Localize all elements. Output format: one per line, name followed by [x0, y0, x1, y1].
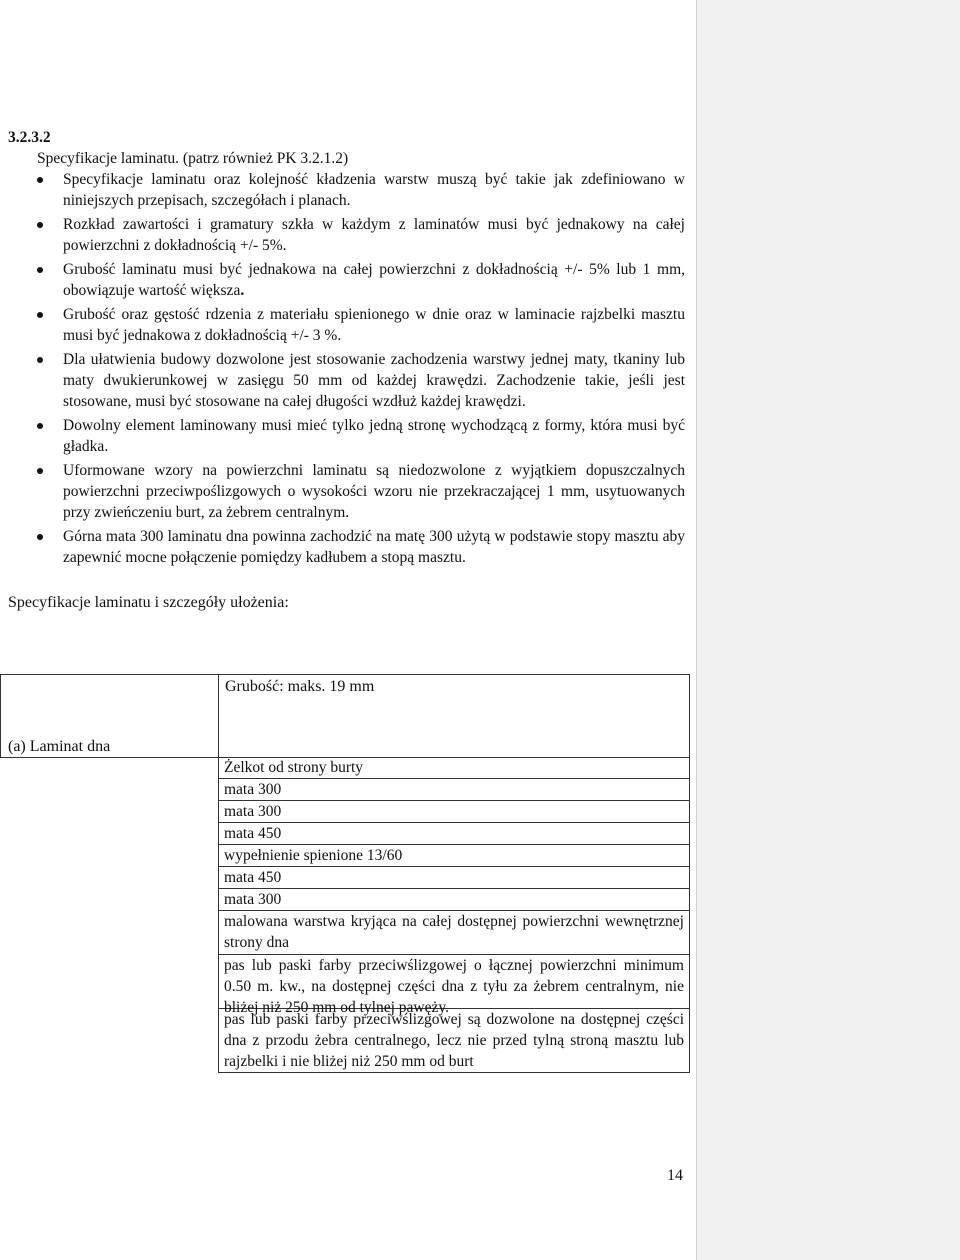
list-item: Dla ułatwienia budowy dozwolone jest stosowanie zachodzenia warstwy jednej maty, tkaniny lub maty dwukierunkowej w zasięgu 50 mm od każdej krawędzi. Zachodzenie takie, jeśli jest stosowane, musi być stosowane na całej długości wzdłuż każdej krawędzi.: [63, 349, 685, 412]
section-number: 3.2.3.2: [8, 129, 51, 146]
page-number: 14: [667, 1167, 683, 1184]
table-row: mata 300: [218, 801, 690, 823]
laminate-subheading: Specyfikacje laminatu i szczegóły ułożenia:: [8, 594, 289, 611]
table-row: mata 450: [218, 823, 690, 845]
bullet-icon: [37, 312, 43, 318]
list-item: Rozkład zawartości i gramatury szkła w każdym z laminatów musi być jednakowy na całej powierzchni z dokładnością +/- 5%.: [63, 214, 685, 256]
bullet-icon: [37, 534, 43, 540]
bullet-icon: [37, 357, 43, 363]
list-item: Grubość oraz gęstość rdzenia z materiału spienionego w dnie oraz w laminacie rajzbelki masztu musi być jednakowa z dokładnością +/- 3 %.: [63, 304, 685, 346]
table-row: wypełnienie spienione 13/60: [218, 845, 690, 867]
list-item: Uformowane wzory na powierzchni laminatu są niedozwolone z wyjątkiem dopuszczalnych powierzchni przeciwpoślizgowych o wysokości wzoru nie przekraczającej 1 mm, usytuowanych przy zwieńczeniu burt, za żebrem centralnym.: [63, 460, 685, 523]
table-row: malowana warstwa kryjąca na całej dostępnej powierzchni wewnętrznej strony dna: [218, 911, 690, 955]
table-row: mata 300: [218, 779, 690, 801]
bullet-icon: [37, 177, 43, 183]
table-row: pas lub paski farby przeciwślizgowej o łącznej powierzchni minimum 0.50 m. kw., na dostępnej części dna z tyłu za żebrem centralnym, nie bliżej niż 250 mm od tylnej pawęży.: [218, 955, 690, 1009]
table-row: pas lub paski farby przeciwślizgowej są dozwolone na dostępnej części dna z przodu żebra centralnego, lecz nie przed tylną stroną masztu lub rajzbelki i nie bliżej niż 250 mm od burt: [218, 1009, 690, 1073]
table-row: mata 300: [218, 889, 690, 911]
table-row: Żelkot od strony burty: [218, 757, 690, 779]
bullet-icon: [37, 468, 43, 474]
bullet-icon: [37, 222, 43, 228]
thickness-value: Grubość: maks. 19 mm: [225, 678, 375, 695]
row-label: (a) Laminat dna: [8, 738, 111, 755]
section-intro: Specyfikacje laminatu. (patrz również PK 3.2.1.2): [37, 150, 349, 167]
bullet-icon: [37, 423, 43, 429]
list-item: Specyfikacje laminatu oraz kolejność kładzenia warstw muszą być takie jak zdefiniowano w niniejszych przepisach, szczegółach i planach.: [63, 169, 685, 211]
list-item: Grubość laminatu musi być jednakowa na całej powierzchni z dokładnością +/- 5% lub 1 mm, obowiązuje wartość większa.: [63, 259, 685, 301]
comment-margin: [696, 0, 960, 1260]
table-row: mata 450: [218, 867, 690, 889]
list-item: Górna mata 300 laminatu dna powinna zachodzić na matę 300 użytą w podstawie stopy masztu aby zapewnić mocne połączenie pomiędzy kadłubem a stopą masztu.: [63, 526, 685, 568]
requirements-list: [63, 169, 685, 571]
bullet-icon: [37, 267, 43, 273]
list-item: Dowolny element laminowany musi mieć tylko jedną stronę wychodzącą z formy, która musi być gładka.: [63, 415, 685, 457]
